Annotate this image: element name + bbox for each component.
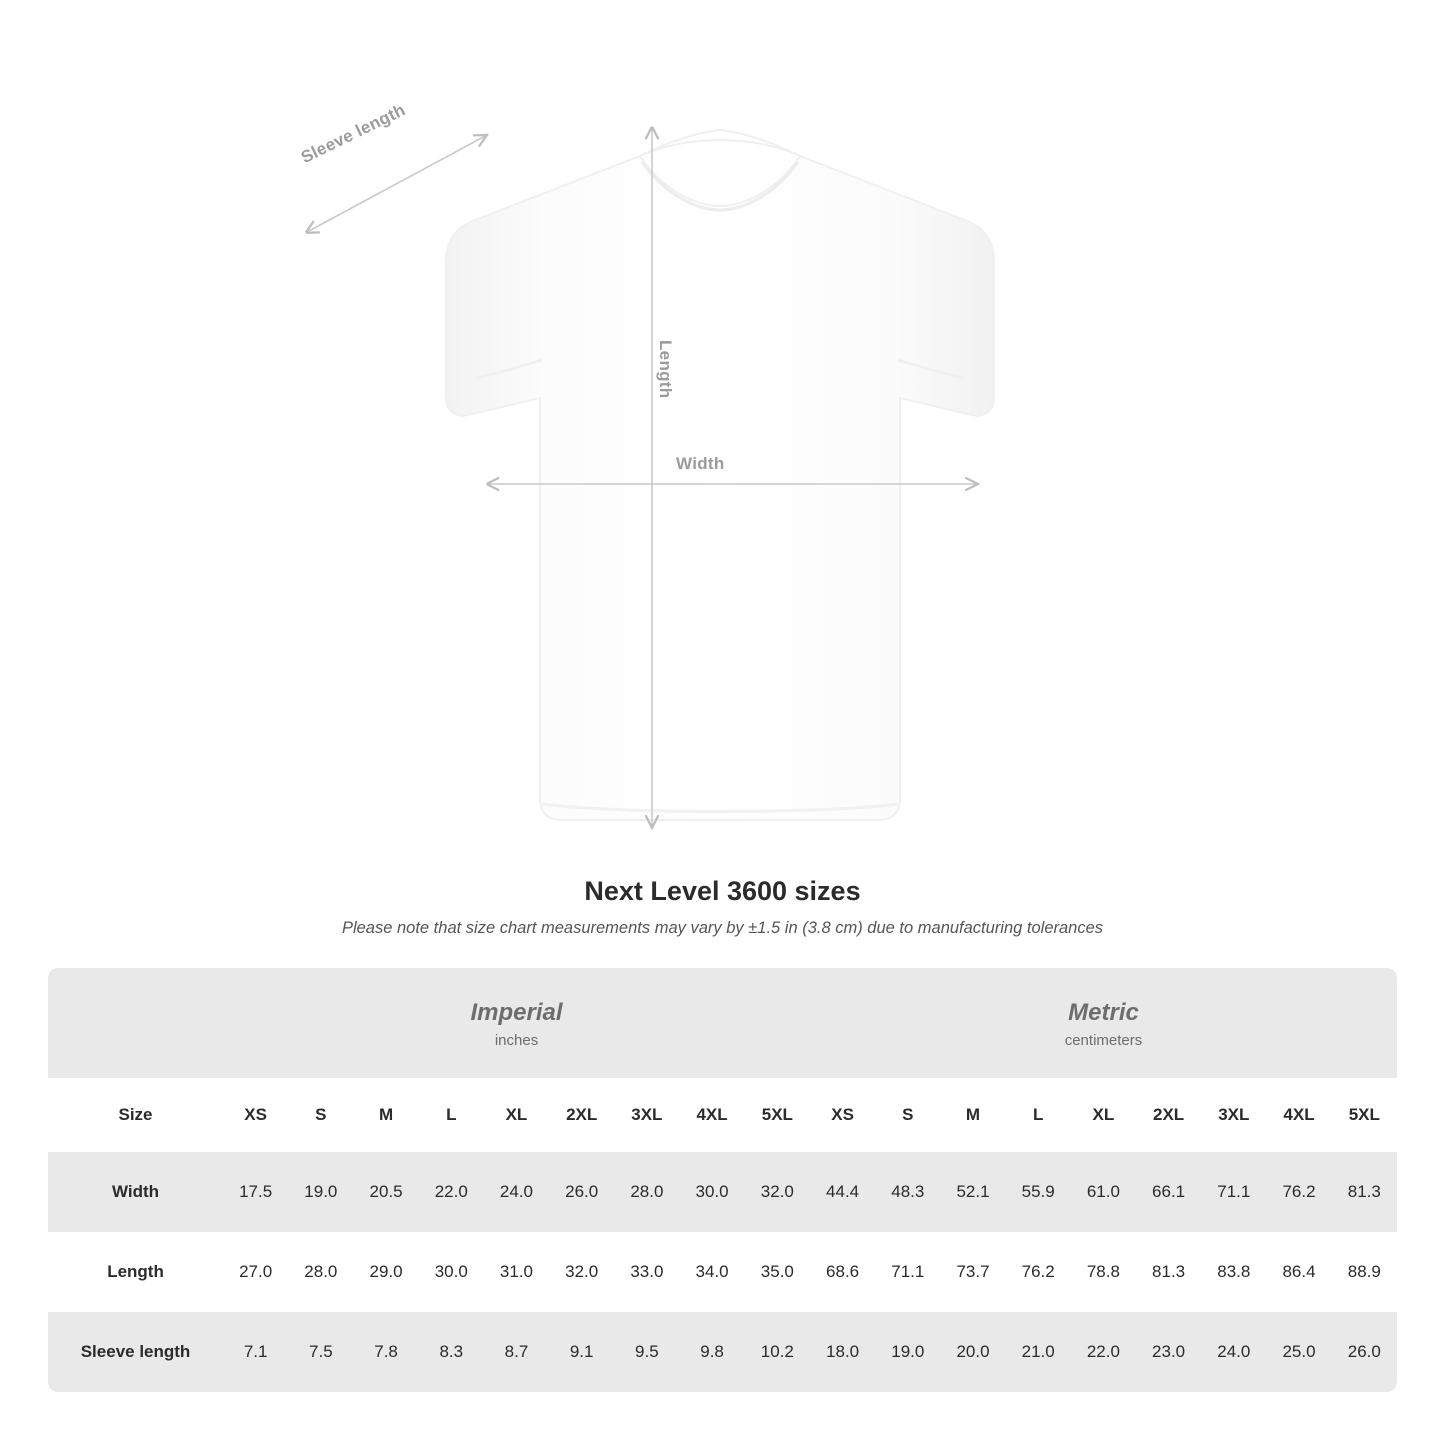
col-header-metric-3xl: 3XL	[1201, 1078, 1266, 1152]
cell-length-imperial-5xl: 35.0	[745, 1232, 810, 1312]
row-label-sleeve-length: Sleeve length	[48, 1312, 223, 1392]
col-header-imperial-s: S	[288, 1078, 353, 1152]
cell-sleeve-imperial-2xl: 9.1	[549, 1312, 614, 1392]
cell-length-metric-2xl: 81.3	[1136, 1232, 1201, 1312]
row-label-width: Width	[48, 1152, 223, 1232]
cell-length-imperial-xl: 31.0	[484, 1232, 549, 1312]
cell-width-metric-xs: 44.4	[810, 1152, 875, 1232]
size-header-label: Size	[48, 1078, 223, 1152]
cell-length-imperial-2xl: 32.0	[549, 1232, 614, 1312]
cell-length-metric-m: 73.7	[940, 1232, 1005, 1312]
cell-length-imperial-4xl: 34.0	[679, 1232, 744, 1312]
cell-sleeve-imperial-m: 7.8	[353, 1312, 418, 1392]
width-label: Width	[676, 454, 725, 473]
cell-sleeve-imperial-4xl: 9.8	[679, 1312, 744, 1392]
cell-sleeve-imperial-s: 7.5	[288, 1312, 353, 1392]
cell-length-imperial-xs: 27.0	[223, 1232, 288, 1312]
size-header-row	[48, 1078, 1397, 1152]
title-block	[0, 876, 1445, 938]
cell-sleeve-metric-xl: 22.0	[1071, 1312, 1136, 1392]
cell-sleeve-metric-l: 21.0	[1006, 1312, 1071, 1392]
cell-width-metric-xl: 61.0	[1071, 1152, 1136, 1232]
col-header-metric-4xl: 4XL	[1266, 1078, 1331, 1152]
cell-length-metric-l: 76.2	[1006, 1232, 1071, 1312]
cell-length-metric-5xl: 88.9	[1332, 1232, 1397, 1312]
cell-width-imperial-xl: 24.0	[484, 1152, 549, 1232]
cell-width-imperial-m: 20.5	[353, 1152, 418, 1232]
col-header-imperial-4xl: 4XL	[679, 1078, 744, 1152]
unit-header-row	[48, 968, 1397, 1078]
cell-sleeve-imperial-5xl: 10.2	[745, 1312, 810, 1392]
cell-sleeve-imperial-xl: 8.7	[484, 1312, 549, 1392]
unit-corner-cell	[48, 968, 223, 1078]
size-table	[48, 968, 1397, 1392]
col-header-imperial-xl: XL	[484, 1078, 549, 1152]
page-title: Next Level 3600 sizes	[584, 876, 861, 906]
col-header-imperial-l: L	[419, 1078, 484, 1152]
cell-length-metric-xl: 78.8	[1071, 1232, 1136, 1312]
cell-length-metric-4xl: 86.4	[1266, 1232, 1331, 1312]
col-header-metric-2xl: 2XL	[1136, 1078, 1201, 1152]
cell-length-imperial-3xl: 33.0	[614, 1232, 679, 1312]
col-header-metric-s: S	[875, 1078, 940, 1152]
cell-width-metric-m: 52.1	[940, 1152, 1005, 1232]
cell-sleeve-imperial-xs: 7.1	[223, 1312, 288, 1392]
cell-sleeve-imperial-l: 8.3	[419, 1312, 484, 1392]
col-header-metric-l: L	[1006, 1078, 1071, 1152]
cell-length-metric-3xl: 83.8	[1201, 1232, 1266, 1312]
sleeve-length-label: Sleeve length	[298, 100, 409, 168]
cell-width-metric-3xl: 71.1	[1201, 1152, 1266, 1232]
length-label: Length	[656, 340, 675, 399]
table-row	[48, 1312, 1397, 1392]
cell-width-imperial-l: 22.0	[419, 1152, 484, 1232]
imperial-sub-label: inches	[494, 1031, 539, 1049]
cell-length-metric-xs: 68.6	[810, 1232, 875, 1312]
cell-length-imperial-l: 30.0	[419, 1232, 484, 1312]
cell-sleeve-imperial-3xl: 9.5	[614, 1312, 679, 1392]
cell-sleeve-metric-xs: 18.0	[810, 1312, 875, 1392]
col-header-metric-m: M	[940, 1078, 1005, 1152]
cell-length-imperial-s: 28.0	[288, 1232, 353, 1312]
imperial-label: Imperial	[470, 998, 563, 1026]
col-header-imperial-5xl: 5XL	[745, 1078, 810, 1152]
cell-width-imperial-3xl: 28.0	[614, 1152, 679, 1232]
metric-group-header	[810, 968, 1397, 1078]
cell-width-imperial-xs: 17.5	[223, 1152, 288, 1232]
cell-width-imperial-5xl: 32.0	[745, 1152, 810, 1232]
col-header-imperial-xs: XS	[223, 1078, 288, 1152]
cell-width-metric-s: 48.3	[875, 1152, 940, 1232]
row-label-length: Length	[48, 1232, 223, 1312]
cell-width-imperial-s: 19.0	[288, 1152, 353, 1232]
cell-sleeve-metric-5xl: 26.0	[1332, 1312, 1397, 1392]
cell-width-imperial-4xl: 30.0	[679, 1152, 744, 1232]
cell-sleeve-metric-3xl: 24.0	[1201, 1312, 1266, 1392]
cell-width-metric-l: 55.9	[1006, 1152, 1071, 1232]
cell-width-metric-4xl: 76.2	[1266, 1152, 1331, 1232]
col-header-imperial-3xl: 3XL	[614, 1078, 679, 1152]
col-header-metric-xs: XS	[810, 1078, 875, 1152]
tolerance-note: Please note that size chart measurements may vary by ±1.5 in (3.8 cm) due to manufacturing tolerances	[341, 919, 1104, 937]
cell-sleeve-metric-s: 19.0	[875, 1312, 940, 1392]
table-row	[48, 1232, 1397, 1312]
cell-sleeve-metric-m: 20.0	[940, 1312, 1005, 1392]
size-table-wrap	[48, 968, 1397, 1392]
metric-sub-label: centimeters	[1064, 1031, 1143, 1049]
col-header-imperial-m: M	[353, 1078, 418, 1152]
col-header-metric-5xl: 5XL	[1332, 1078, 1397, 1152]
cell-width-imperial-2xl: 26.0	[549, 1152, 614, 1232]
table-row	[48, 1152, 1397, 1232]
imperial-group-header	[223, 968, 810, 1078]
cell-width-metric-2xl: 66.1	[1136, 1152, 1201, 1232]
cell-sleeve-metric-4xl: 25.0	[1266, 1312, 1331, 1392]
cell-width-metric-5xl: 81.3	[1332, 1152, 1397, 1232]
metric-label: Metric	[1068, 998, 1139, 1026]
cell-sleeve-metric-2xl: 23.0	[1136, 1312, 1201, 1392]
cell-length-imperial-m: 29.0	[353, 1232, 418, 1312]
col-header-metric-xl: XL	[1071, 1078, 1136, 1152]
cell-length-metric-s: 71.1	[875, 1232, 940, 1312]
col-header-imperial-2xl: 2XL	[549, 1078, 614, 1152]
